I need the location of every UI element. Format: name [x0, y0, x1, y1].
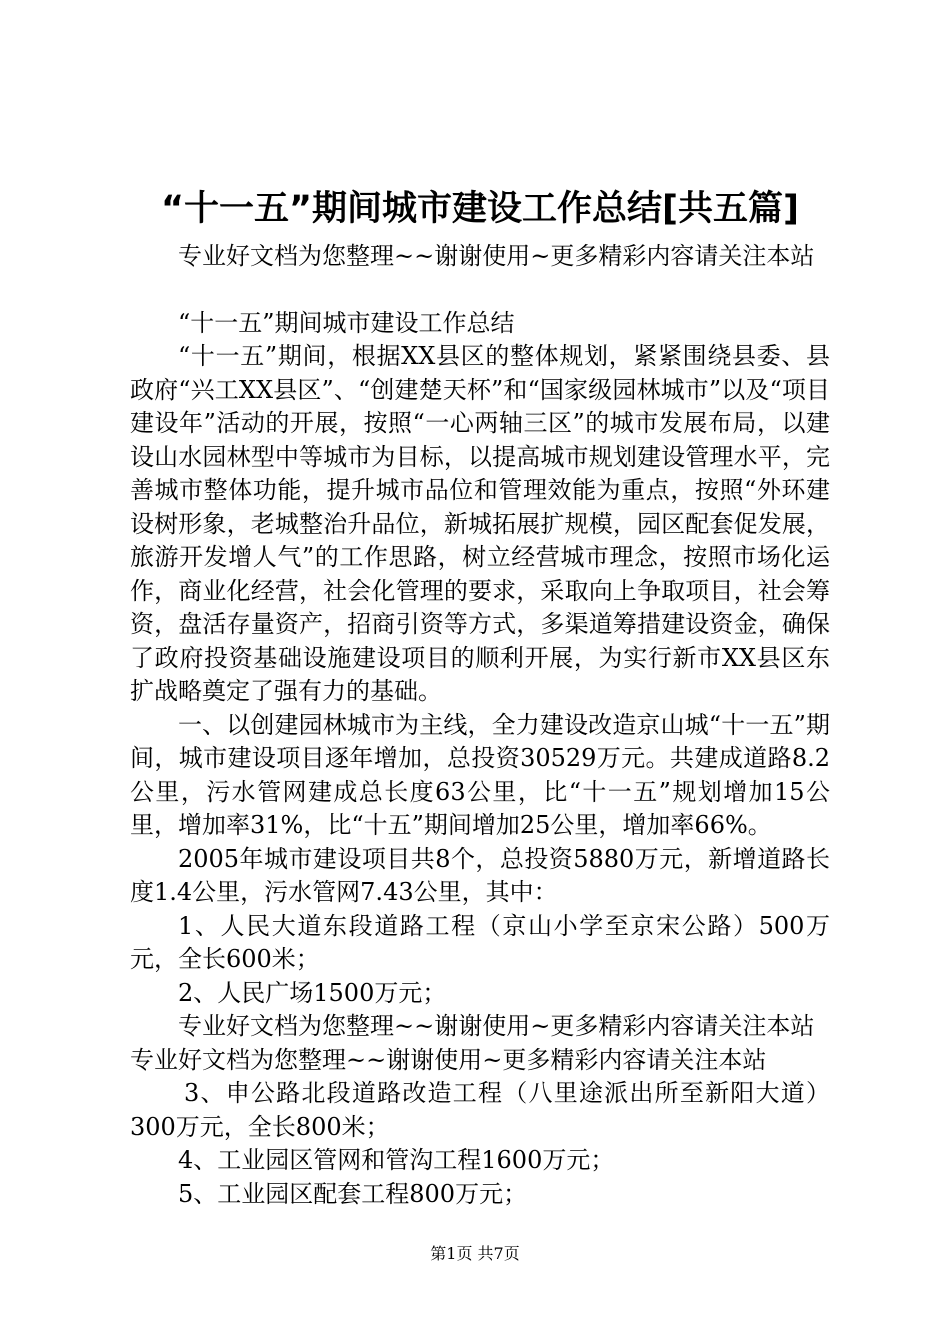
list-item: 1、人民大道东段道路工程（京山小学至京宋公路）500万元，全长600米；: [130, 911, 830, 973]
list-item: 5、工业园区配套工程800万元；: [178, 1179, 528, 1208]
paragraph: “十一五”期间，根据XX县区的整体规划，紧紧围绕县委、县政府“兴工XX县区”、“创建楚天杯”和“国家级园林城市”以及“项目建设年”活动的开展，按照“一心两轴三区”的城市发展布局，以建设山水园林型中等城市为目标，以提高城市规划建设管理水平，完善城市整体功能，提升城市品位和管理效能为重点，按照“外环建设树形象，老城整治升品位，新城拓展扩规模，园区配套促发展，旅游开发增人气”的工作思路，树立经营城市理念，按照市场化运作，商业化经营，社会化管理的要求，采取向上争取项目，社会筹资，盘活存量资产，招商引资等方式，多渠道筹措建设资金，确保了政府投资基础设施建设项目的顺利开展，为实行新市XX县区东扩战略奠定了强有力的基础。: [130, 342, 830, 705]
watermark-notice: 专业好文档为您整理~~谢谢使用~更多精彩内容请关注本站: [178, 242, 815, 270]
document-body: [130, 240, 830, 1211]
list-item: 4、工业园区管网和管沟工程1600万元；: [178, 1146, 615, 1174]
list-item: 3、申公路北段道路改造工程（八里途派出所至新阳大道）300万元，全长800米；: [130, 1079, 830, 1141]
watermark-notice: 专业好文档为您整理~~谢谢使用~更多精彩内容请关注本站: [130, 1045, 767, 1074]
blank-line: [130, 274, 830, 307]
paragraph: 一、以创建园林城市为主线，全力建设改造京山城“十一五”期间，城市建设项目逐年增加，总投资30529万元。共建成道路8.2公里，污水管网建成总长度63公里，比“十一五”规划增加15公里，增加率31%，比“十五”期间增加25公里，增加率66%。: [130, 710, 830, 839]
paragraph: 2005年城市建设项目共8个，总投资5880万元，新增道路长度1.4公里，污水管网7.43公里，其中：: [130, 844, 830, 906]
list-item: 2、人民广场1500万元；: [178, 978, 447, 1007]
section-heading: “十一五”期间城市建设工作总结: [178, 308, 515, 337]
page-number-footer: 第1页 共7页: [430, 1244, 520, 1263]
watermark-notice: 专业好文档为您整理~~谢谢使用~更多精彩内容请关注本站: [178, 1012, 815, 1040]
document-title: “十一五”期间城市建设工作总结[共五篇]: [161, 189, 799, 229]
